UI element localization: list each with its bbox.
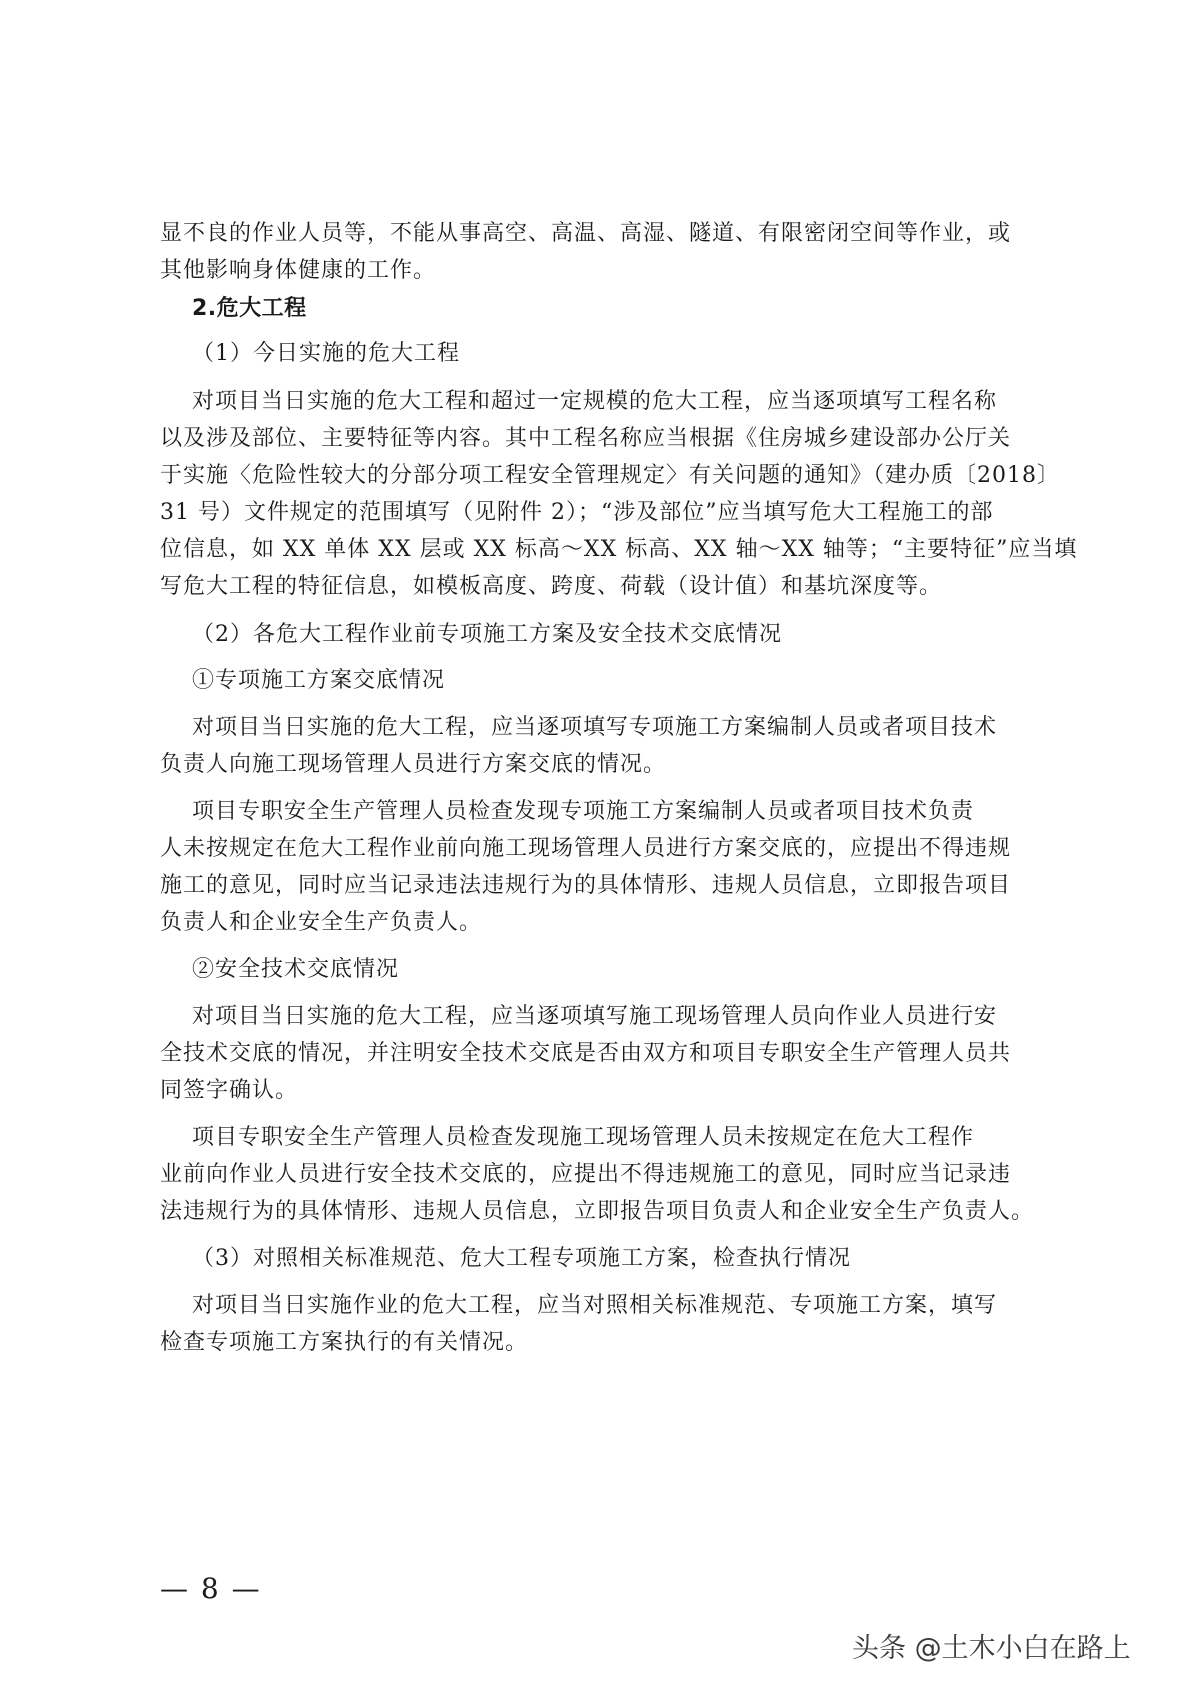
- body-line: 负责人和企业安全生产负责人。: [160, 910, 483, 935]
- body-line: 显不良的作业人员等，不能从事高空、高温、高湿、隧道、有限密闭空间等作业，或: [160, 221, 1012, 246]
- body-line: 项目专职安全生产管理人员检查发现专项施工方案编制人员或者项目技术负责: [192, 799, 975, 824]
- item-title: ②安全技术交底情况: [192, 957, 400, 982]
- body-line: 位信息，如 XX 单体 XX 层或 XX 标高～XX 标高、XX 轴～XX 轴等；“主要特征”应当填: [160, 537, 1078, 562]
- body-line: 31 号）文件规定的范围填写（见附件 2）；“涉及部位”应当填写危大工程施工的部: [160, 500, 994, 525]
- body-line: 项目专职安全生产管理人员检查发现施工现场管理人员未按规定在危大工程作: [192, 1125, 975, 1150]
- body-line: 人未按规定在危大工程作业前向施工现场管理人员进行方案交底的，应提出不得违规: [160, 836, 1012, 861]
- body-line: 于实施〈危险性较大的分部分项工程安全管理规定〉有关问题的通知》（建办质〔2018〕: [160, 463, 1060, 488]
- item-title: ①专项施工方案交底情况: [192, 668, 446, 693]
- body-line: 对项目当日实施的危大工程，应当逐项填写专项施工方案编制人员或者项目技术: [192, 715, 998, 740]
- body-line: 对项目当日实施的危大工程和超过一定规模的危大工程，应当逐项填写工程名称: [192, 389, 998, 414]
- body-line: 对项目当日实施作业的危大工程，应当对照相关标准规范、专项施工方案，填写: [192, 1293, 998, 1318]
- body-line: 以及涉及部位、主要特征等内容。其中工程名称应当根据《住房城乡建设部办公厅关: [160, 426, 1012, 451]
- body-line: 施工的意见，同时应当记录违法违规行为的具体情形、违规人员信息，立即报告项目: [160, 873, 1012, 898]
- body-line: 业前向作业人员进行安全技术交底的，应提出不得违规施工的意见，同时应当记录违: [160, 1162, 1012, 1187]
- subsection-title: （1）今日实施的危大工程: [192, 341, 460, 366]
- body-line: 同签字确认。: [160, 1078, 299, 1103]
- subsection-title: （3）对照相关标准规范、危大工程专项施工方案，检查执行情况: [192, 1246, 851, 1271]
- body-line: 对项目当日实施的危大工程，应当逐项填写施工现场管理人员向作业人员进行安: [192, 1004, 998, 1029]
- body-line: 其他影响身体健康的工作。: [160, 258, 437, 283]
- section-heading: 2.危大工程: [192, 296, 307, 321]
- subsection-title: （2）各危大工程作业前专项施工方案及安全技术交底情况: [192, 622, 782, 647]
- watermark: 头条 @土木小白在路上: [852, 1633, 1131, 1664]
- page-number: — 8 —: [160, 1572, 262, 1605]
- body-line: 检查专项施工方案执行的有关情况。: [160, 1330, 529, 1355]
- body-line: 法违规行为的具体情形、违规人员信息，立即报告项目负责人和企业安全生产负责人。: [160, 1199, 1035, 1224]
- body-line: 全技术交底的情况，并注明安全技术交底是否由双方和项目专职安全生产管理人员共: [160, 1041, 1012, 1066]
- body-line: 写危大工程的特征信息，如模板高度、跨度、荷载（设计值）和基坑深度等。: [160, 574, 943, 599]
- body-line: 负责人向施工现场管理人员进行方案交底的情况。: [160, 752, 667, 777]
